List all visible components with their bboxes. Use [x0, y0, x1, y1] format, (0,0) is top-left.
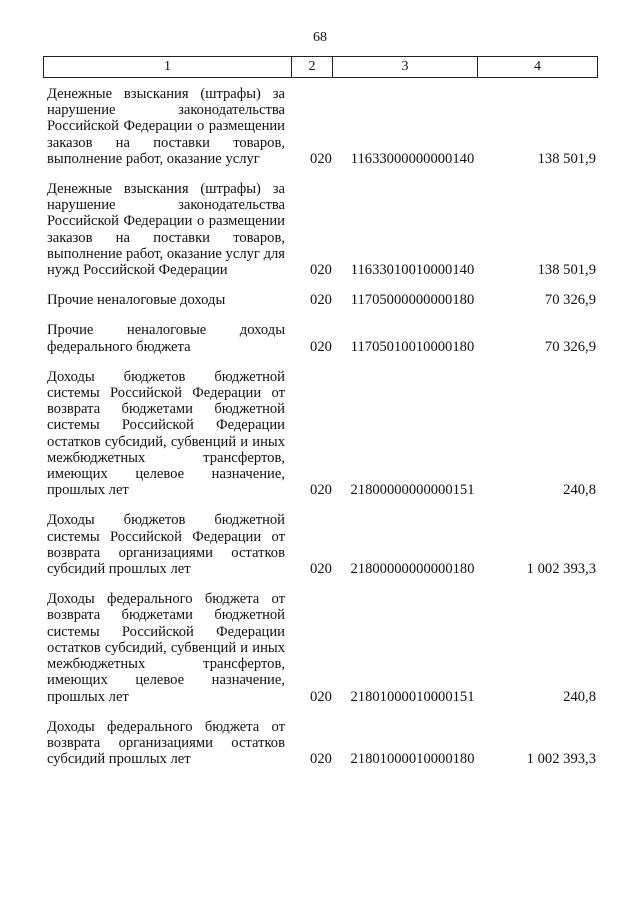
- row-amount: 1 002 393,3: [526, 751, 596, 768]
- row-amount: 240,8: [563, 688, 596, 705]
- row-description: Денежные взыскания (штрафы) за нарушение законодательства Российской Федерации о размещении заказов на поставки товаров, выполнение работ, оказание услуг для нужд Российской Федерации: [47, 181, 285, 279]
- table-row: [47, 181, 598, 278]
- row-description: Доходы федерального бюджета от возврата организациями остатков субсидий прошлых лет: [47, 718, 285, 768]
- header-col-3: 3: [333, 57, 478, 77]
- row-admin-code: 020: [310, 482, 332, 499]
- table-header: [43, 56, 598, 78]
- row-amount: 70 326,9: [544, 292, 596, 309]
- row-kbk-code: 21800000000000180: [350, 561, 475, 578]
- row-admin-code: 020: [310, 561, 332, 578]
- row-description: Доходы бюджетов бюджетной системы Российской Федерации от возврата бюджетами бюджетной системы Российской Федерации остатков субсидий, субвенций и иных межбюджетных трансфертов, имеющих целевое назначение, прошлых лет: [47, 368, 285, 499]
- table-row: [47, 369, 598, 499]
- row-description: Доходы федерального бюджета от возврата бюджетами бюджетной системы Российской Федерации остатков субсидий, субвенций и иных межбюджетных трансфертов, имеющих целевое назначение, прошлых лет: [47, 591, 285, 705]
- row-kbk-code: 11705000000000180: [350, 292, 475, 309]
- row-kbk-code: 11633000000000140: [350, 150, 475, 167]
- table-row: [47, 322, 598, 354]
- row-description: Прочие неналоговые доходы федерального бюджета: [47, 322, 285, 355]
- row-kbk-code: 21801000010000151: [350, 688, 475, 705]
- row-kbk-code: 11633010010000140: [350, 262, 475, 279]
- header-col-1: 1: [44, 57, 292, 77]
- table-row: [47, 591, 598, 704]
- row-admin-code: 020: [310, 262, 332, 279]
- row-description: Доходы бюджетов бюджетной системы Российской Федерации от возврата организациями остатков субсидий прошлых лет: [47, 512, 285, 578]
- row-amount: 240,8: [563, 482, 596, 499]
- row-amount: 138 501,9: [537, 150, 596, 167]
- row-admin-code: 020: [310, 338, 332, 355]
- table-row: [47, 292, 598, 308]
- header-col-2: 2: [292, 57, 333, 77]
- row-admin-code: 020: [310, 292, 332, 309]
- table-row: [47, 512, 598, 577]
- header-col-4: 4: [534, 59, 541, 74]
- row-kbk-code: 21801000010000180: [350, 751, 475, 768]
- table-row: [47, 719, 598, 768]
- row-amount: 138 501,9: [537, 262, 596, 279]
- row-admin-code: 020: [310, 751, 332, 768]
- row-admin-code: 020: [310, 688, 332, 705]
- row-description: Прочие неналоговые доходы: [47, 292, 226, 309]
- row-kbk-code: 21800000000000151: [350, 482, 475, 499]
- page-number: 68: [313, 30, 327, 45]
- row-kbk-code: 11705010010000180: [350, 338, 475, 355]
- table-body: [47, 86, 598, 781]
- row-admin-code: 020: [310, 150, 332, 167]
- row-amount: 70 326,9: [544, 338, 596, 355]
- row-description: Денежные взыскания (штрафы) за нарушение законодательства Российской Федерации о размещении заказов на поставки товаров, выполнение работ, оказание услуг: [47, 86, 285, 167]
- row-amount: 1 002 393,3: [526, 561, 596, 578]
- table-row: [47, 86, 598, 167]
